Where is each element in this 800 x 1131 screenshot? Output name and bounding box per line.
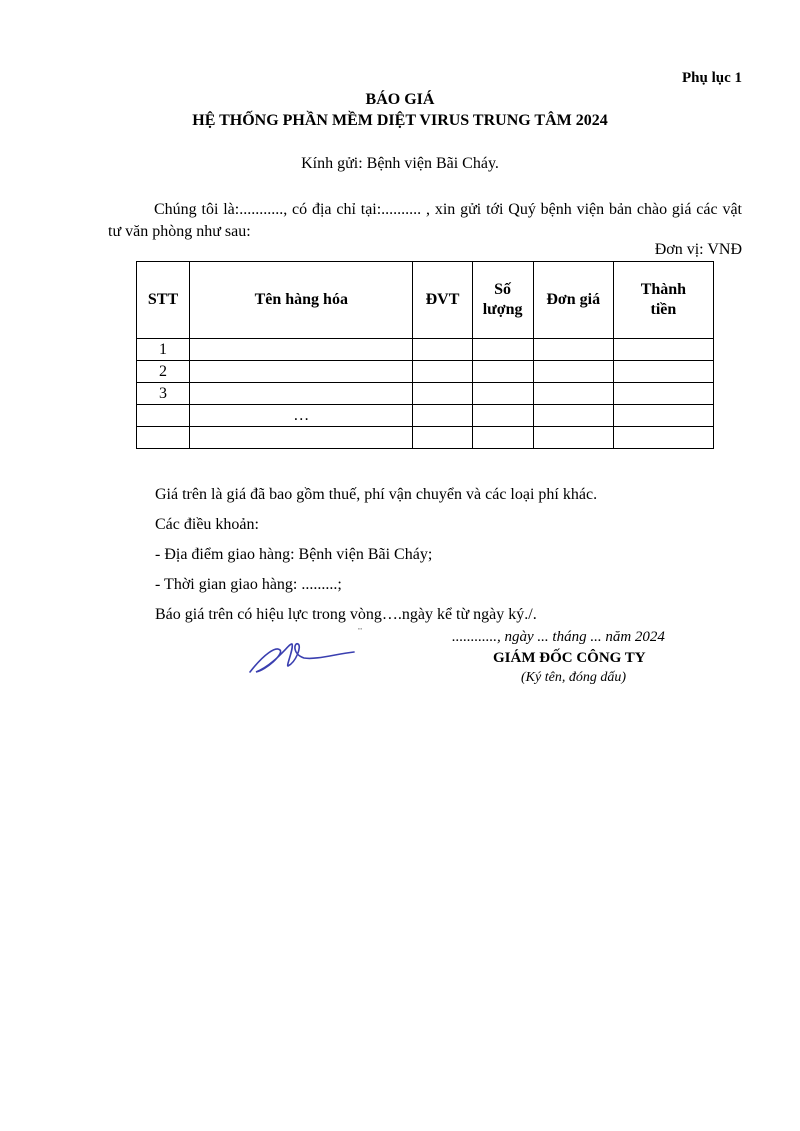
table-cell — [613, 383, 713, 405]
table-cell — [413, 339, 472, 361]
terms-heading: Các điều khoản: — [155, 516, 259, 533]
table-cell — [533, 405, 613, 427]
delivery-location: - Địa điểm giao hàng: Bệnh viện Bãi Cháy; — [155, 546, 433, 563]
table-cell — [472, 361, 533, 383]
validity-note: Báo giá trên có hiệu lực trong vòng….ngày kể từ ngày ký./. — [155, 606, 537, 623]
table-row — [137, 405, 714, 427]
table-cell — [472, 405, 533, 427]
table-cell — [472, 427, 533, 449]
table-cell — [613, 427, 713, 449]
table-cell — [413, 383, 472, 405]
table-cell — [533, 427, 613, 449]
signature-icon — [246, 636, 358, 678]
document-subtitle: HỆ THỐNG PHẦN MỀM DIỆT VIRUS TRUNG TÂM 2024 — [192, 112, 608, 129]
table-row — [137, 383, 714, 405]
table-cell — [190, 383, 413, 405]
director-title: GIÁM ĐỐC CÔNG TY — [493, 650, 646, 666]
appendix-label: Phụ lục 1 — [681, 70, 742, 86]
date-line: ............, ngày ... tháng ... năm 2024 — [452, 629, 665, 645]
quotation-table — [136, 261, 714, 449]
table-cell: … — [190, 405, 413, 427]
column-header-unit: ĐVT — [413, 262, 472, 339]
column-header-stt: STT — [137, 262, 190, 339]
table-cell — [472, 339, 533, 361]
table-cell — [413, 405, 472, 427]
delivery-time: - Thời gian giao hàng: .........; — [155, 576, 342, 593]
table-cell — [472, 383, 533, 405]
intro-paragraph: Chúng tôi là:..........., có địa chỉ tại:.......... , xin gửi tới Quý bệnh viện bản chào giá các vật tư văn phòng như sau: — [108, 201, 742, 240]
table-cell: 1 — [137, 339, 190, 361]
table-cell — [190, 339, 413, 361]
table-cell: 3 — [137, 383, 190, 405]
table-cell — [413, 427, 472, 449]
sign-instruction: (Ký tên, đóng dấu) — [521, 670, 626, 685]
table-row — [137, 339, 714, 361]
greeting-line: Kính gửi: Bệnh viện Bãi Cháy. — [301, 155, 499, 172]
table-header-row — [137, 262, 714, 339]
table-cell — [413, 361, 472, 383]
column-header-total: Thành tiền — [613, 262, 713, 339]
terms-section — [155, 480, 597, 630]
table-cell — [613, 339, 713, 361]
table-cell — [533, 339, 613, 361]
signature-stroke — [250, 644, 354, 672]
table-cell — [190, 361, 413, 383]
table-cell — [533, 383, 613, 405]
table-cell — [613, 361, 713, 383]
table-cell — [613, 405, 713, 427]
price-note: Giá trên là giá đã bao gồm thuế, phí vận chuyển và các loại phí khác. — [155, 486, 598, 503]
table-cell — [190, 427, 413, 449]
table-cell — [137, 405, 190, 427]
tiny-stamp-mark: ▪▪▪ — [358, 626, 363, 631]
column-header-unit-price: Đơn giá — [533, 262, 613, 339]
column-header-item-name: Tên hàng hóa — [190, 262, 413, 339]
document-title: BÁO GIÁ — [365, 91, 435, 108]
table-cell — [533, 361, 613, 383]
column-header-quantity: Số lượng — [472, 262, 533, 339]
table-cell: 2 — [137, 361, 190, 383]
table-cell — [137, 427, 190, 449]
table-row — [137, 427, 714, 449]
table-row — [137, 361, 714, 383]
currency-unit: Đơn vị: VNĐ — [654, 241, 742, 258]
